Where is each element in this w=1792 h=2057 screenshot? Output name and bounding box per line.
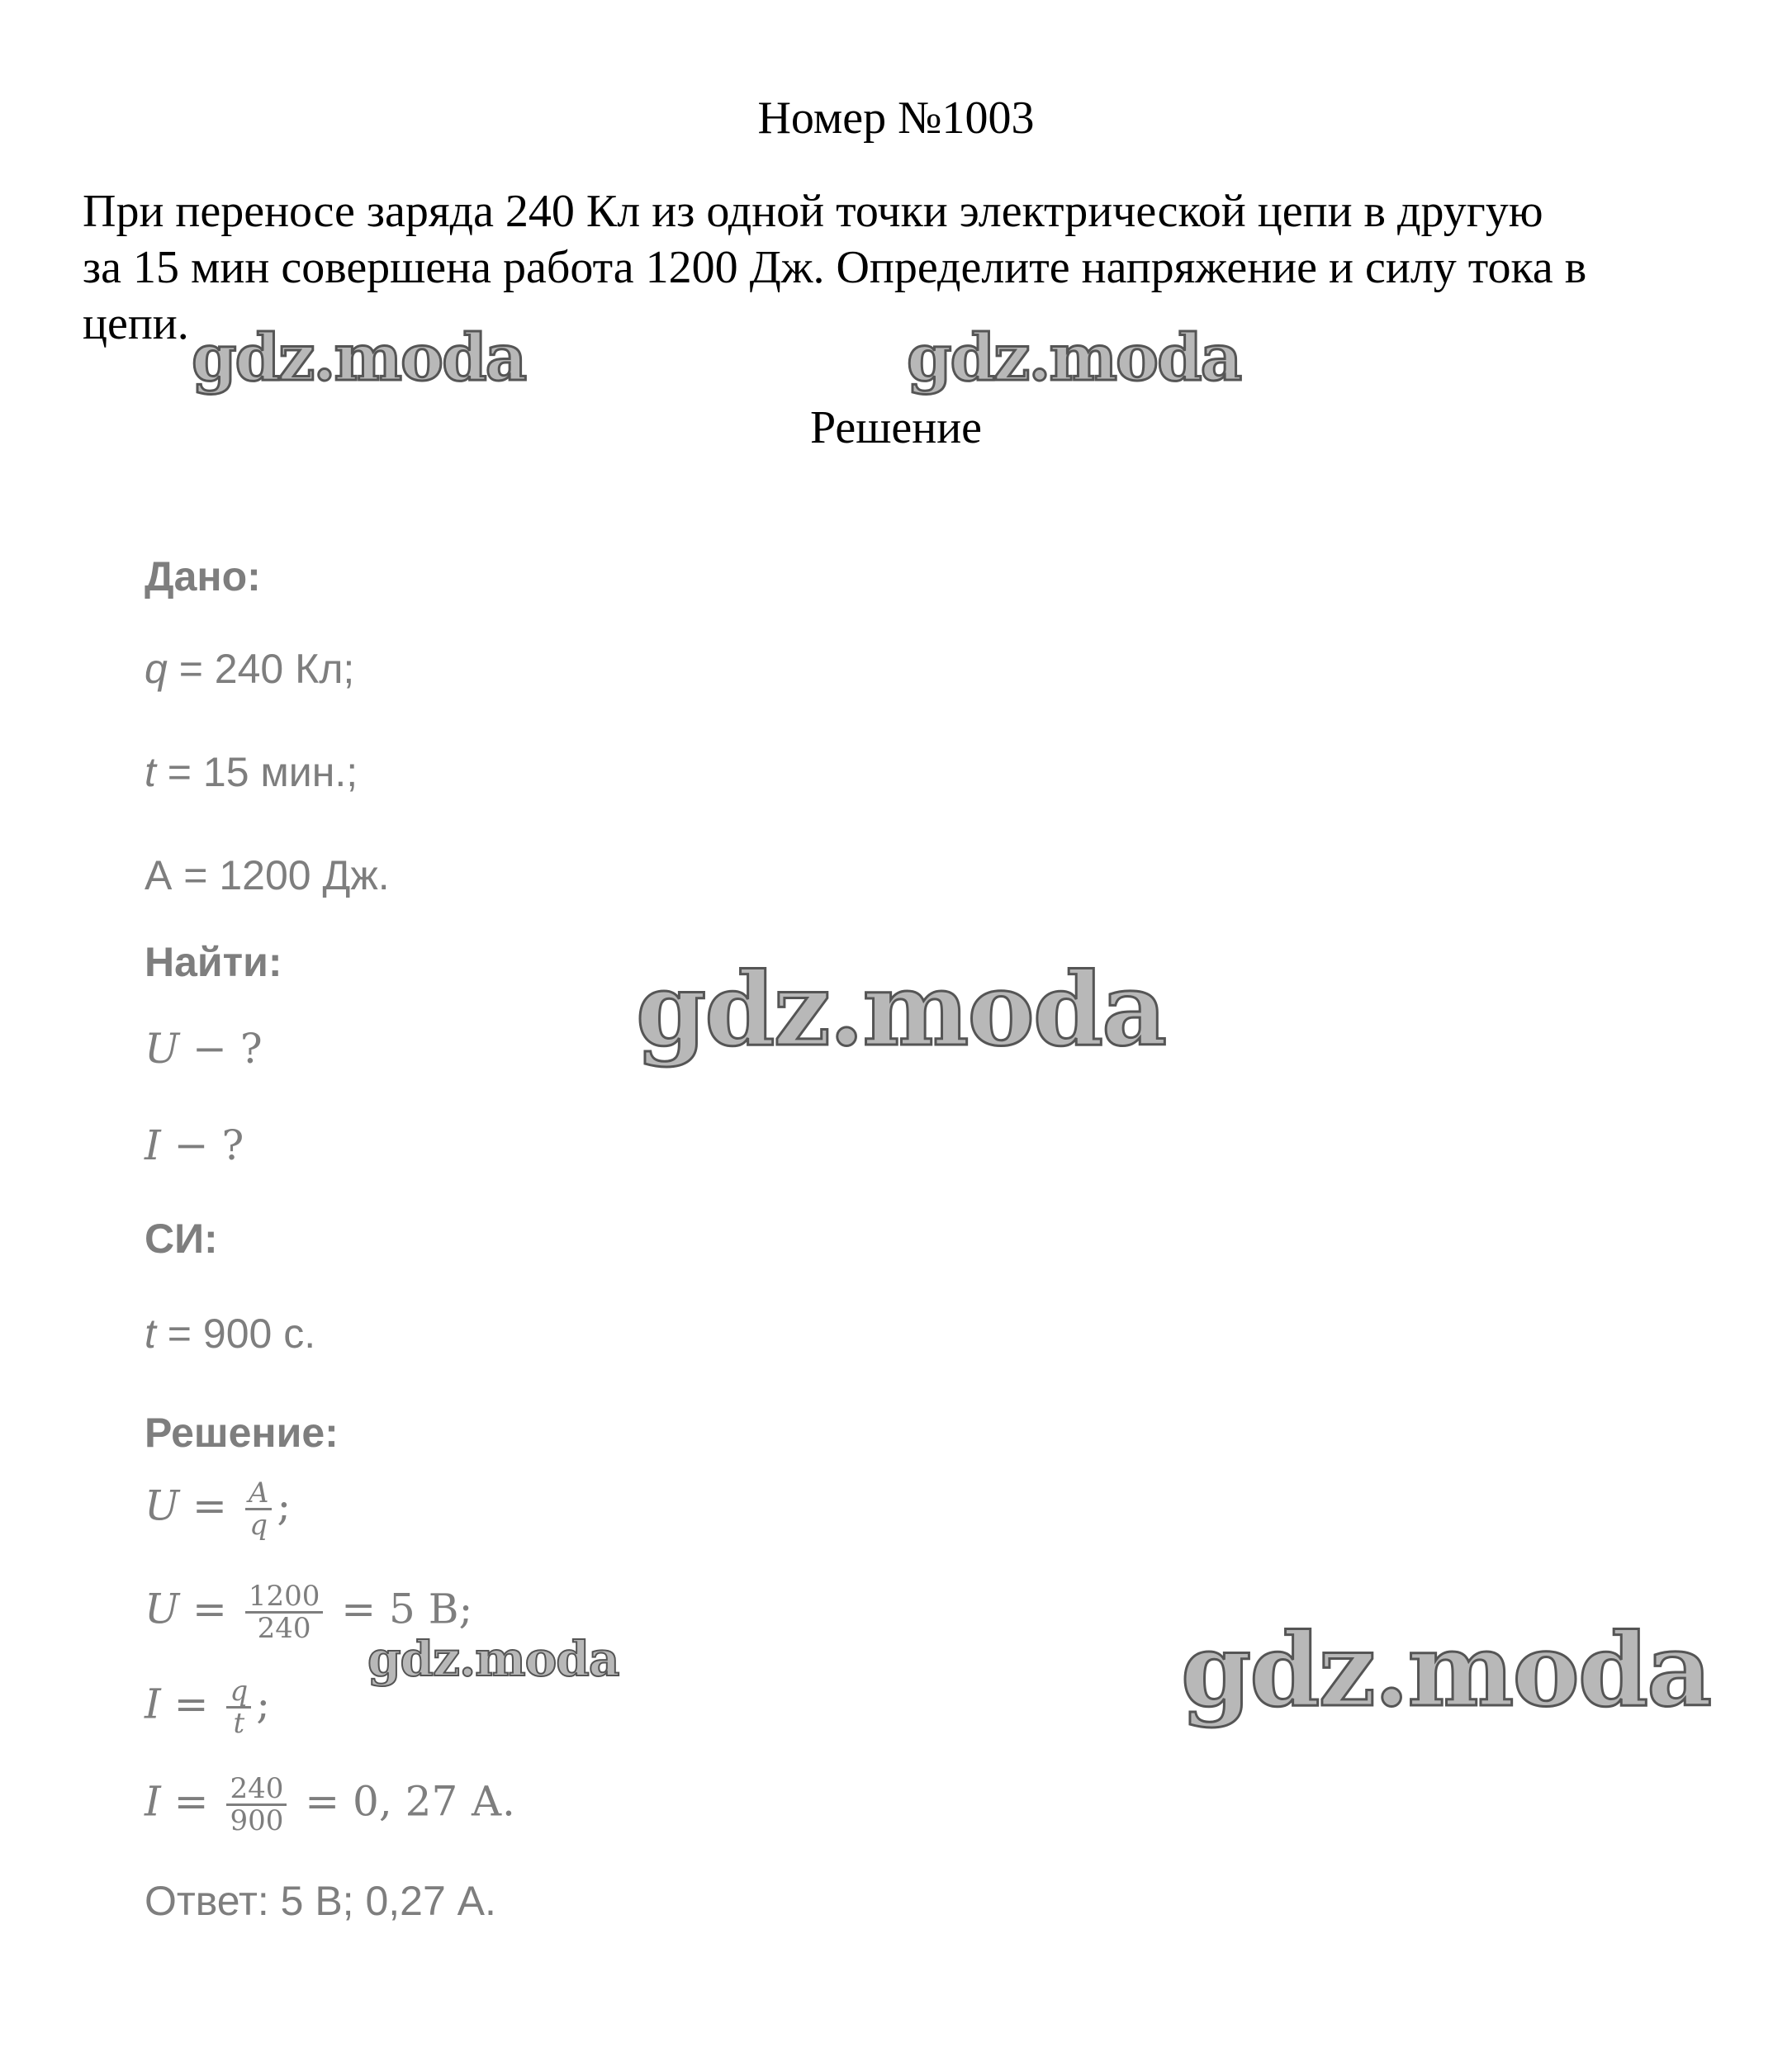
watermark: gdz.moda [1181, 1610, 1711, 1729]
problem-line: за 15 мин совершена работа 1200 Дж. Определите напряжение и силу тока в [83, 242, 1587, 293]
formula-current: I = $\frac{q}{t}$ ; [145, 1675, 271, 1740]
watermark: gdz.moda [192, 320, 526, 396]
find-u: U − ? [145, 1025, 263, 1073]
find-i: I − ? [145, 1121, 244, 1169]
si-label: СИ: [145, 1216, 218, 1262]
page-title: Номер №1003 [757, 92, 1035, 144]
formula-voltage: U = $\frac{A}{q}$ ; [145, 1476, 292, 1542]
watermark: gdz.moda [636, 950, 1166, 1069]
answer: Ответ: 5 В; 0,27 А. [145, 1878, 496, 1924]
formula-current-value: I = $\frac{240}{900}$ = 0, 27 А. [145, 1772, 515, 1837]
fraction: $\frac{1200}{240}$ [245, 1581, 324, 1643]
given-q: q = 240 Кл; [145, 646, 355, 692]
var-q: q [145, 646, 168, 692]
given-a: А = 1200 Дж. [145, 852, 390, 898]
formula-voltage-value: U = $\frac{1200}{240}$ = 5 В; [145, 1580, 473, 1645]
given-label: Дано: [145, 553, 261, 600]
fraction: $\frac{A}{q}$ [245, 1478, 273, 1540]
watermark: gdz.moda [907, 320, 1241, 396]
watermark: gdz.moda [367, 1631, 619, 1687]
find-label: Найти: [145, 939, 282, 985]
solution-label: Решение: [145, 1410, 339, 1456]
fraction: $\frac{q}{t}$ [226, 1676, 251, 1738]
problem-line: При переносе заряда 240 Кл из одной точки электрической цепи в другую [83, 186, 1543, 237]
var-t: t [145, 749, 156, 795]
problem-line: цепи. [83, 298, 189, 349]
si-t: t = 900 с. [145, 1311, 316, 1357]
given-t: t = 15 мин.; [145, 749, 358, 795]
fraction: $\frac{240}{900}$ [226, 1774, 287, 1836]
solution-heading: Решение [809, 402, 983, 453]
